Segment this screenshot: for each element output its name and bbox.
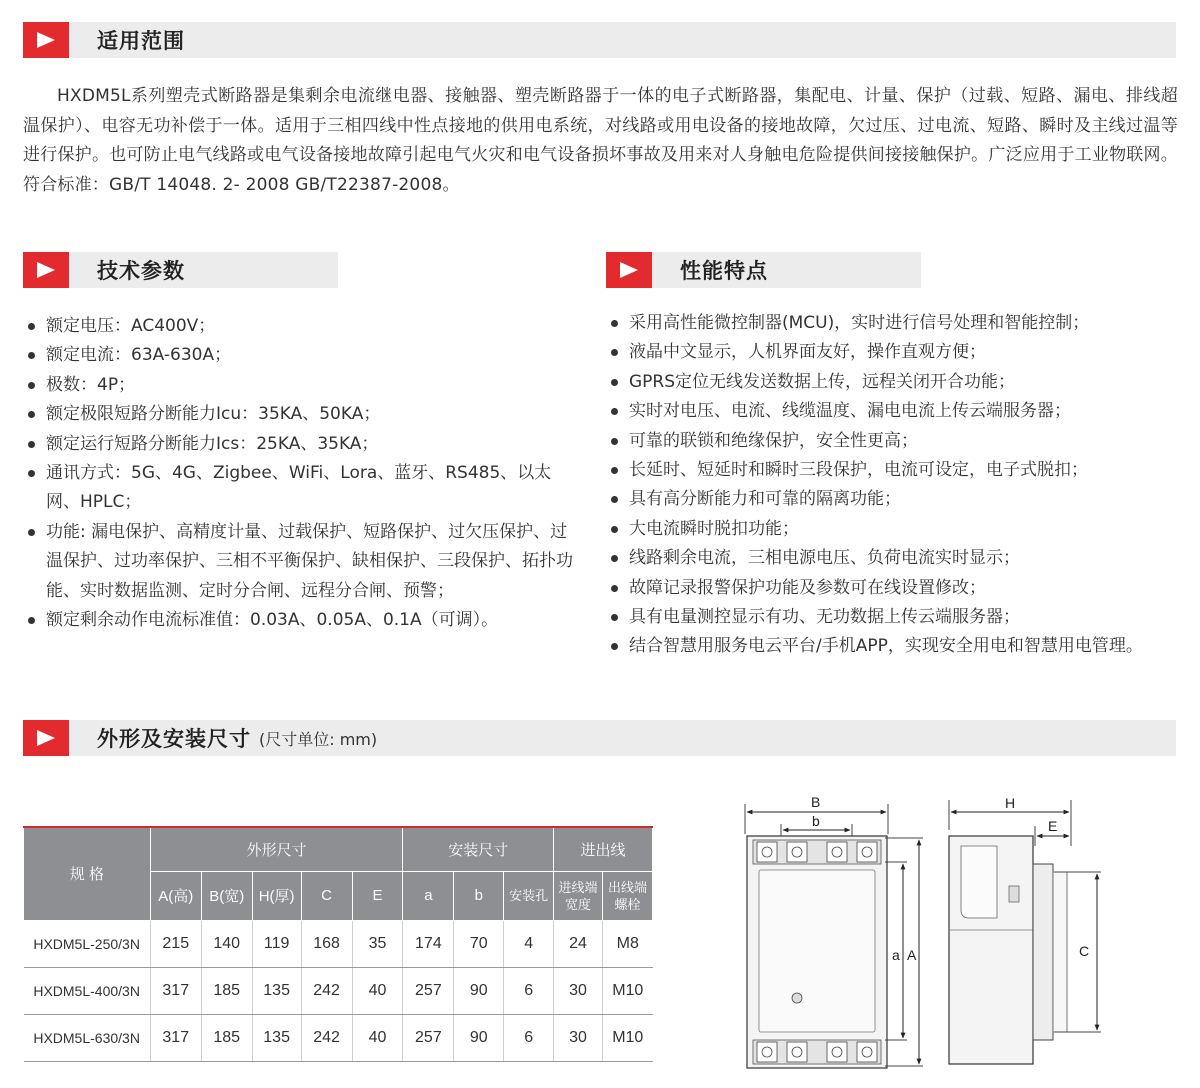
dimensions-table	[23, 826, 653, 1062]
table-cell: 185	[201, 967, 252, 1014]
table-cell: 90	[454, 1014, 504, 1061]
section-title-params: 技术参数	[97, 259, 185, 283]
table-cell: 30	[554, 967, 603, 1014]
table-cell: 135	[252, 1014, 301, 1061]
table-cell: 215	[150, 920, 201, 967]
list-item: 可靠的联锁和绝缘保护，安全性更高；	[606, 427, 1186, 456]
play-arrow-icon	[23, 22, 69, 58]
col-header: A(高)	[150, 871, 201, 920]
list-item: 额定极限短路分断能力Icu：35KA、50KA；	[23, 400, 583, 429]
list-item: 大电流瞬时脱扣功能；	[606, 515, 1186, 544]
col-header: a	[403, 871, 454, 920]
col-header: 进线端宽度	[554, 871, 603, 920]
table-cell: 4	[504, 920, 554, 967]
table-cell: 317	[150, 967, 201, 1014]
list-item: 额定电压：AC400V；	[23, 312, 583, 341]
list-item: 功能: 漏电保护、高精度计量、过载保护、短路保护、过欠压保护、过温保护、过功率保护、三相不平衡保护、缺相保护、三段保护、拓扑功能、实时数据监测、定时分合闸、远程分合闸、预警；	[23, 518, 583, 606]
table-cell: 6	[504, 967, 554, 1014]
section-header-scope	[23, 22, 1176, 58]
table-cell: 140	[201, 920, 252, 967]
table-cell: 135	[252, 967, 301, 1014]
dimensions-unit: (尺寸单位: mm)	[259, 729, 378, 749]
section-header-features	[606, 252, 921, 288]
table-cell: 70	[454, 920, 504, 967]
list-item: 故障记录报警保护功能及参数可在线设置修改；	[606, 574, 1186, 603]
table-cell: M10	[603, 967, 653, 1014]
table-cell: 40	[352, 967, 403, 1014]
col-group-outer: 外形尺寸	[150, 827, 403, 871]
label-H: H	[1005, 795, 1016, 811]
intro-paragraph: HXDM5L系列塑壳式断路器是集剩余电流继电器、接触器、塑壳断路器于一体的电子式断路器，集配电、计量、保护（过载、短路、漏电、排线超温保护）、电容无功补偿于一体。适用于三相四线中性点接地的供用电系统，对线路或用电设备的接地故障，欠过压、过电流、短路、瞬时及主线过温等进行保护。也可防止电气线路或电气设备接地故障引起电气火灾和电气设备损坏事故及用来对人身触电危险提供间接接触保护。广泛应用于工业物联网。符合标准：GB/T 14048. 2- 2008 GB/T22387-2008。	[23, 86, 1178, 195]
col-group-wire: 进出线	[554, 827, 653, 871]
dimension-drawing	[735, 790, 1115, 1080]
list-item: 液晶中文显示，人机界面友好，操作直观方便；	[606, 338, 1186, 367]
table-row	[24, 920, 653, 967]
table-cell: 317	[150, 1014, 201, 1061]
table-cell: 242	[301, 967, 352, 1014]
play-arrow-icon	[23, 720, 69, 756]
section-title-dimensions: 外形及安装尺寸	[97, 727, 251, 751]
label-A: A	[907, 947, 917, 963]
table-cell: 168	[301, 920, 352, 967]
label-B: B	[811, 794, 821, 810]
col-header: 出线端螺栓	[603, 871, 653, 920]
table-cell: M8	[603, 920, 653, 967]
table-cell: 257	[403, 967, 454, 1014]
list-item: 额定剩余动作电流标准值：0.03A、0.05A、0.1A（可调）。	[23, 606, 583, 635]
col-header: H(厚)	[252, 871, 301, 920]
col-group-install: 安装尺寸	[403, 827, 554, 871]
col-header-spec: 规 格	[24, 827, 151, 920]
col-header: B(宽)	[201, 871, 252, 920]
table-cell: 90	[454, 967, 504, 1014]
model-cell: HXDM5L-400/3N	[24, 967, 151, 1014]
list-item: 额定运行短路分断能力Ics：25KA、35KA；	[23, 430, 583, 459]
table-cell: 119	[252, 920, 301, 967]
list-item: 结合智慧用服务电云平台/手机APP，实现安全用电和智慧用电管理。	[606, 632, 1186, 661]
section-title-features: 性能特点	[680, 259, 768, 283]
table-cell: 257	[403, 1014, 454, 1061]
list-item: 长延时、短延时和瞬时三段保护，电流可设定，电子式脱扣；	[606, 456, 1186, 485]
col-header: E	[352, 871, 403, 920]
list-item: 采用高性能微控制器(MCU)，实时进行信号处理和智能控制；	[606, 309, 1186, 338]
label-a: a	[892, 947, 900, 963]
table-cell: M10	[603, 1014, 653, 1061]
model-cell: HXDM5L-630/3N	[24, 1014, 151, 1061]
table-row	[24, 967, 653, 1014]
label-C: C	[1079, 943, 1090, 959]
front-view	[745, 804, 923, 1068]
breaker-outline-drawing	[735, 790, 1115, 1080]
side-view	[949, 800, 1101, 1064]
table-cell: 40	[352, 1014, 403, 1061]
col-header: 安装孔	[504, 871, 554, 920]
params-list	[23, 312, 583, 635]
col-header: C	[301, 871, 352, 920]
list-item: 线路剩余电流，三相电源电压、负荷电流实时显示；	[606, 544, 1186, 573]
list-item: 通讯方式：5G、4G、Zigbee、WiFi、Lora、蓝牙、RS485、以太网、HPLC；	[23, 459, 583, 518]
section-title-scope: 适用范围	[97, 29, 185, 53]
table-cell: 24	[554, 920, 603, 967]
play-arrow-icon	[606, 252, 652, 288]
table-cell: 30	[554, 1014, 603, 1061]
label-E: E	[1048, 818, 1058, 834]
list-item: GPRS定位无线发送数据上传，远程关闭开合功能；	[606, 368, 1186, 397]
table-cell: 185	[201, 1014, 252, 1061]
table-cell: 174	[403, 920, 454, 967]
table-cell: 6	[504, 1014, 554, 1061]
table-cell: 35	[352, 920, 403, 967]
section-header-dimensions	[23, 720, 1176, 756]
list-item: 具有电量测控显示有功、无功数据上传云端服务器；	[606, 603, 1186, 632]
features-list	[606, 309, 1186, 662]
list-item: 实时对电压、电流、线缆温度、漏电电流上传云端服务器；	[606, 397, 1186, 426]
table-row	[24, 1014, 653, 1061]
list-item: 具有高分断能力和可靠的隔离功能；	[606, 485, 1186, 514]
list-item: 额定电流：63A-630A；	[23, 341, 583, 370]
table-cell: 242	[301, 1014, 352, 1061]
play-arrow-icon	[23, 252, 69, 288]
model-cell: HXDM5L-250/3N	[24, 920, 151, 967]
list-item: 极数：4P；	[23, 371, 583, 400]
label-b: b	[812, 813, 820, 829]
section-header-params	[23, 252, 338, 288]
col-header: b	[454, 871, 504, 920]
